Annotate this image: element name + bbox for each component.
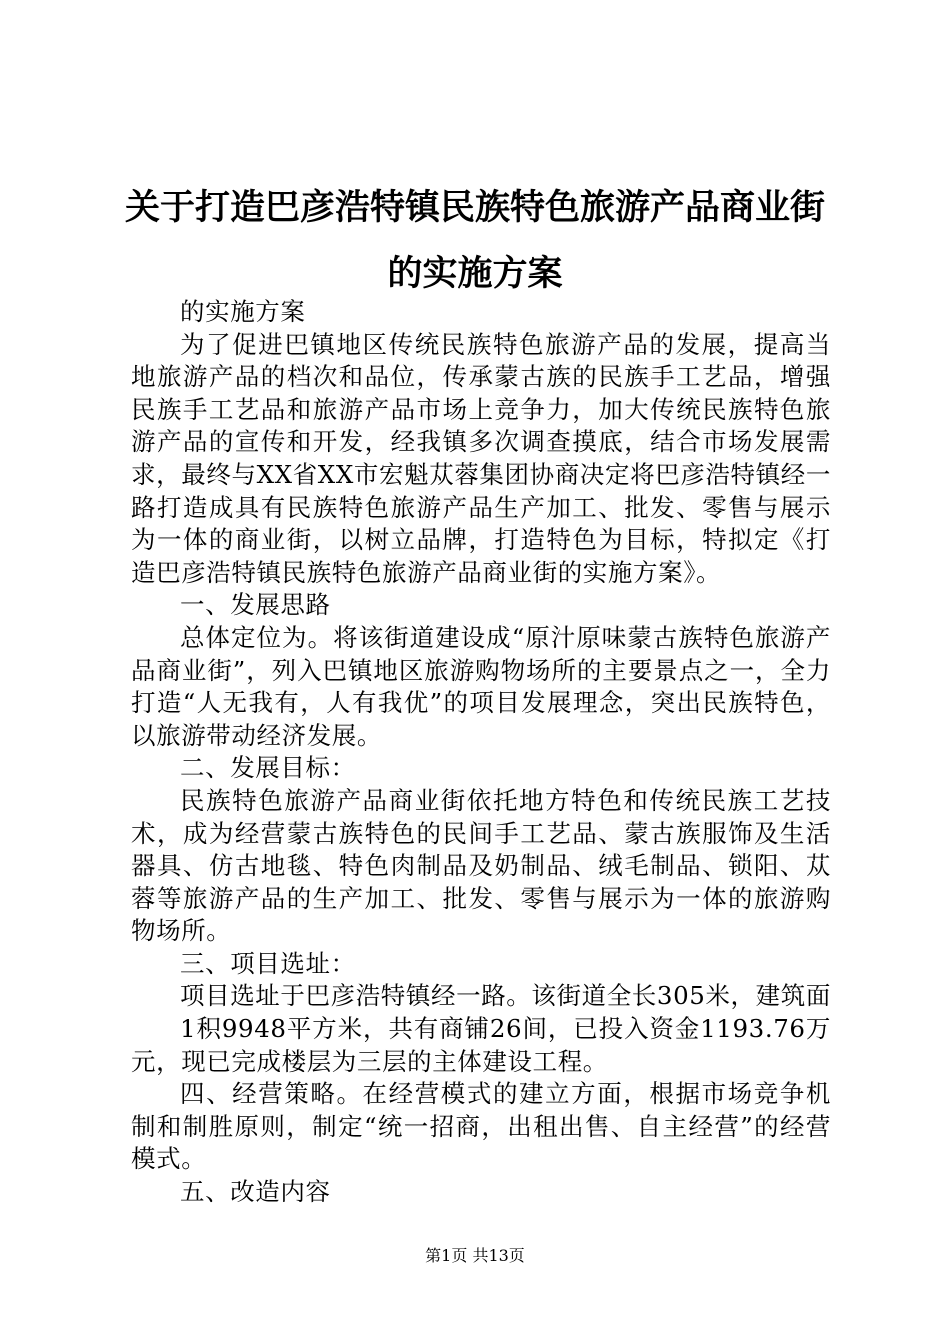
document-title-line-1: 关于打造巴彦浩特镇民族特色旅游产品商业街 (124, 188, 825, 228)
section-heading-2: 二、发展目标： (180, 753, 356, 783)
section-2-paragraph: 民族特色旅游产品商业街依托地方特色和传统民族工艺技术，成为经营蒙古族特色的民间手工艺品、蒙古族服饰及生活器具、仿古地毯、特色肉制品及奶制品、绒毛制品、锁阳、苁蓉等旅游产品的生产加工、批发、零售与展示为一体的旅游购物场所。 (131, 785, 831, 946)
subtitle-paragraph: 的实施方案 (180, 297, 306, 326)
document-body (131, 296, 831, 1209)
intro-paragraph: 为了促进巴镇地区传统民族特色旅游产品的发展，提高当地旅游产品的档次和品位，传承蒙古族的民族手工艺品，增强民族手工艺品和旅游产品市场上竞争力，加大传统民族特色旅游产品的宣传和开发，经我镇多次调查摸底，结合市场发展需求，最终与XX省XX市宏魁苁蓉集团协商决定将巴彦浩特镇经一路打造成具有民族特色旅游产品生产加工、批发、零售与展示为一体的商业街，以树立品牌，打造特色为目标，特拟定《打造巴彦浩特镇民族特色旅游产品商业街的实施方案》。 (131, 329, 831, 587)
section-heading-1: 一、发展思路 (180, 590, 331, 620)
section-3-paragraph-b: 1积9948平方米，共有商铺26间，已投入资金1193.76万元，现已完成楼层为三层的主体建设工程。 (131, 1014, 831, 1076)
page-footer: 第1页 共13页 (425, 1246, 525, 1265)
document-title-line-2: 的实施方案 (387, 254, 563, 294)
section-4-paragraph: 四、经营策略。在经营模式的建立方面，根据市场竞争机制和制胜原则，制定“统一招商，出租出售、自主经营”的经营模式。 (131, 1079, 831, 1174)
section-heading-3: 三、项目选址： (180, 948, 356, 978)
section-1-paragraph: 总体定位为。将该街道建设成“原汁原味蒙古族特色旅游产品商业街”，列入巴镇地区旅游购物场所的主要景点之一，全力打造“人无我有，人有我优”的项目发展理念，突出民族特色，以旅游带动经济发展。 (131, 622, 831, 750)
section-heading-5: 五、改造内容 (180, 1177, 331, 1207)
section-3-paragraph-a: 项目选址于巴彦浩特镇经一路。该街道全长305米，建筑面 (180, 981, 831, 1011)
